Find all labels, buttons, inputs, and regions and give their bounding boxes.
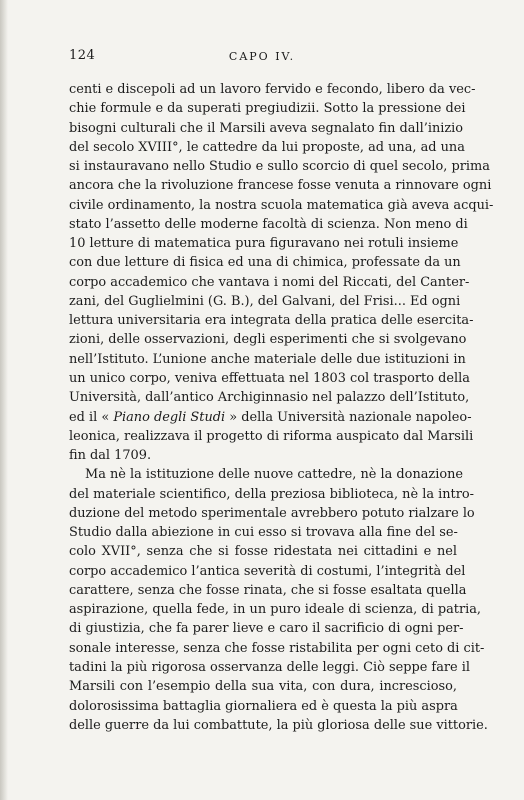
text-line-last: delle guerre da lui combattute, la più gloriosa delle sue vittorie. <box>69 717 488 733</box>
text-line: duzione del metodo sperimentale avrebbero potuto rialzare lo <box>69 505 475 521</box>
text-line: zioni, delle osservazioni, degli esperimenti che si svolgevano <box>69 332 467 348</box>
text-line: Studio dalla abiezione in cui esso si trovava alla fine del se- <box>69 525 458 541</box>
text-line: leonica, realizzava il progetto di riforma auspicato dal Marsili <box>69 428 474 444</box>
text-line: civile ordinamento, la nostra scuola matematica già aveva acqui- <box>69 197 494 213</box>
text-line: nell’Istituto. L’unione anche materiale delle due istituzioni in <box>69 351 466 367</box>
text-line-first: Ma nè la istituzione delle nuove cattedre, nè la donazione <box>85 467 464 483</box>
text-line: del secolo XVIII°, le cattedre da lui proposte, ad una, ad una <box>69 139 465 155</box>
text-line: carattere, senza che fosse rinata, che si fosse esaltata quella <box>69 582 467 598</box>
text-line: stato l’assetto delle moderne facoltà di scienza. Non meno di <box>69 216 468 232</box>
text-line: sonale interesse, senza che fosse ristabilita per ogni ceto di cit- <box>69 640 485 656</box>
text-line: ancora che la rivoluzione francese fosse venuta a rinnovare ogni <box>69 178 492 194</box>
text-line: bisogni culturali che il Marsili aveva segnalato fin dall’inizio <box>69 120 464 136</box>
text-line: corpo accademico che vantava i nomi del Riccati, del Canter- <box>69 274 470 290</box>
text-line-piano-degli-studi: ed il « Piano degli Studi » della Università nazionale napoleo- <box>69 409 472 425</box>
text-line: aspirazione, quella fede, in un puro ideale di scienza, di patria, <box>69 602 482 618</box>
text-line: centi e discepoli ad un lavoro fervido e fecondo, libero da vec- <box>69 82 476 97</box>
body-text <box>69 80 494 735</box>
paragraph-1 <box>69 80 494 465</box>
page-number: 124 <box>69 48 96 63</box>
text-line: 10 letture di matematica pura figuravano nei rotuli insieme <box>69 236 459 252</box>
text-line: un unico corpo, veniva effettuata nel 1803 col trasporto della <box>69 370 470 386</box>
text-line: di giustizia, che fa parer lieve e caro il sacrificio di ogni per- <box>69 621 464 637</box>
italic-title: Piano degli Studi <box>113 409 226 425</box>
text-line: del materiale scientifico, della preziosa biblioteca, nè la intro- <box>69 486 474 502</box>
text-line: con due letture di fisica ed una di chimica, professate da un <box>69 255 461 271</box>
text-line: lettura universitaria era integrata della pratica delle esercita- <box>69 313 474 329</box>
text-line: Università, dall’antico Archiginnasio nel palazzo dell’Istituto, <box>69 390 470 406</box>
text-line: dolorosissima battaglia giornaliera ed è questa la più aspra <box>69 698 458 714</box>
running-head: CAPO IV. <box>228 50 296 63</box>
page-edge-shadow <box>0 0 8 800</box>
text-line: tadini la più rigorosa osservanza delle leggi. Ciò seppe fare il <box>69 659 471 675</box>
text-line: si instauravano nello Studio e sullo scorcio di quel secolo, prima <box>69 159 490 175</box>
paragraph-2 <box>69 465 488 735</box>
text-line: Marsili con l’esempio della sua vita, con dura, increscioso, <box>69 679 457 695</box>
text-line: chie formule e da superati pregiudizii. Sotto la pressione dei <box>69 101 466 117</box>
text-line: corpo accademico l’antica severità di costumi, l’integrità del <box>69 563 466 579</box>
text-line: colo XVII°, senza che si fosse ridestata nei cittadini e nel <box>69 544 457 560</box>
text-line: zani, del Guglielmini (G. B.), del Galvani, del Frisi... Ed ogni <box>69 293 461 309</box>
text-line-last: fin dal 1709. <box>69 448 152 464</box>
